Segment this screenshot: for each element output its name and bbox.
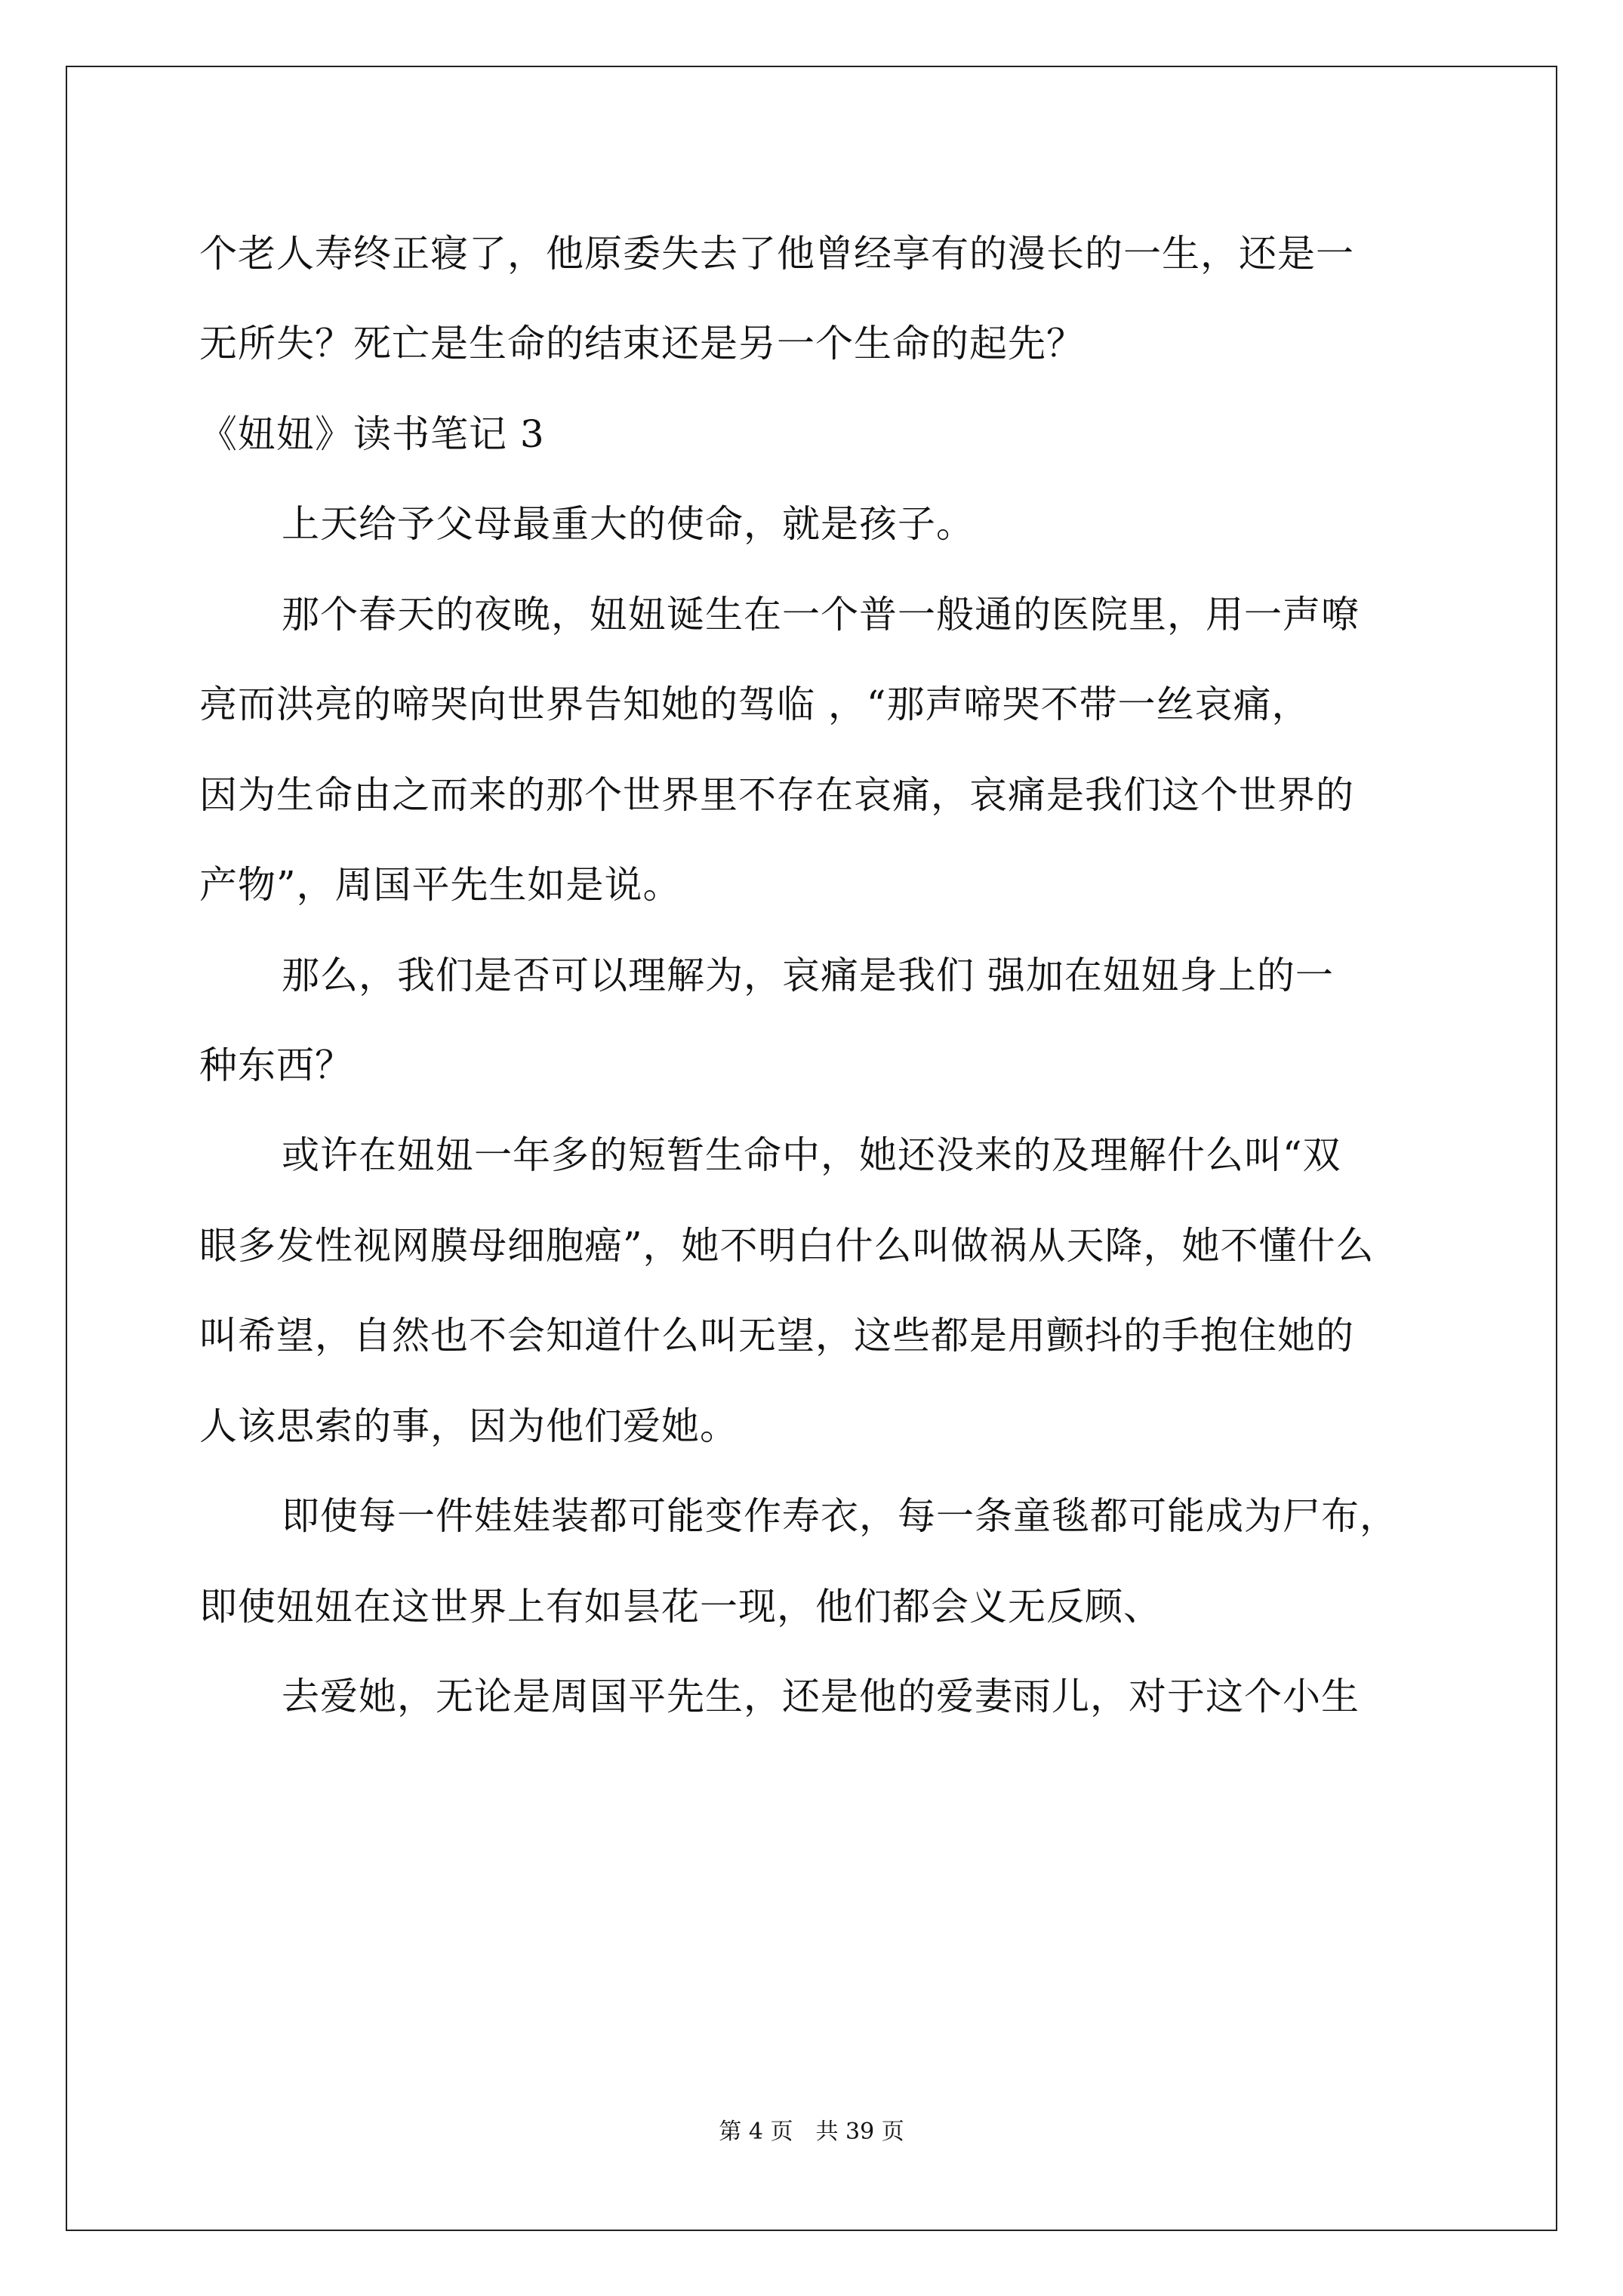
text-line: 亮而洪亮的啼哭向世界告知她的驾临 ，“那声啼哭不带一丝哀痛， — [199, 683, 1310, 726]
section-heading: 《妞妞》读书笔记 3 — [199, 412, 545, 456]
page-number: 第 4 页 共 39 页 — [719, 2119, 904, 2145]
text-line: 人该思索的事，因为他们爱她。 — [199, 1404, 738, 1448]
paragraph-line: 去爱她，无论是周国平先生，还是他的爱妻雨儿，对于这个小生 — [282, 1675, 1360, 1718]
paragraph-line: 即使每一件娃娃装都可能变作寿衣，每一条童毯都可能成为尸布， — [282, 1494, 1398, 1538]
text-line: 无所失？死亡是生命的结束还是另一个生命的起先？ — [199, 322, 1085, 365]
text-line: 因为生命由之而来的那个世界里不存在哀痛，哀痛是我们这个世界的 — [199, 773, 1354, 817]
text-line: 叫希望，自然也不会知道什么叫无望，这些都是用颤抖的手抱住她的 — [199, 1314, 1354, 1358]
text-line: 眼多发性视网膜母细胞癌”，她不明白什么叫做祸从天降，她不懂什么 — [199, 1224, 1375, 1268]
paragraph-line: 上天给予父母最重大的使命，就是孩子。 — [282, 502, 975, 546]
text-line: 产物”，周国平先生如是说。 — [199, 863, 682, 907]
text-line: 个老人寿终正寝了，他原委失去了他曾经享有的漫长的一生，还是一 — [199, 232, 1354, 276]
text-line: 种东西？ — [199, 1043, 353, 1087]
paragraph-line: 那个春天的夜晚，妞妞诞生在一个普一般通的医院里，用一声嘹 — [282, 593, 1360, 636]
paragraph-line: 或许在妞妞一年多的短暂生命中，她还没来的及理解什么叫“双 — [282, 1133, 1341, 1177]
paragraph-line: 那么，我们是否可以理解为，哀痛是我们 强加在妞妞身上的一 — [282, 954, 1334, 997]
text-line: 即使妞妞在这世界上有如昙花一现，他们都会义无反顾、 — [199, 1585, 1162, 1629]
